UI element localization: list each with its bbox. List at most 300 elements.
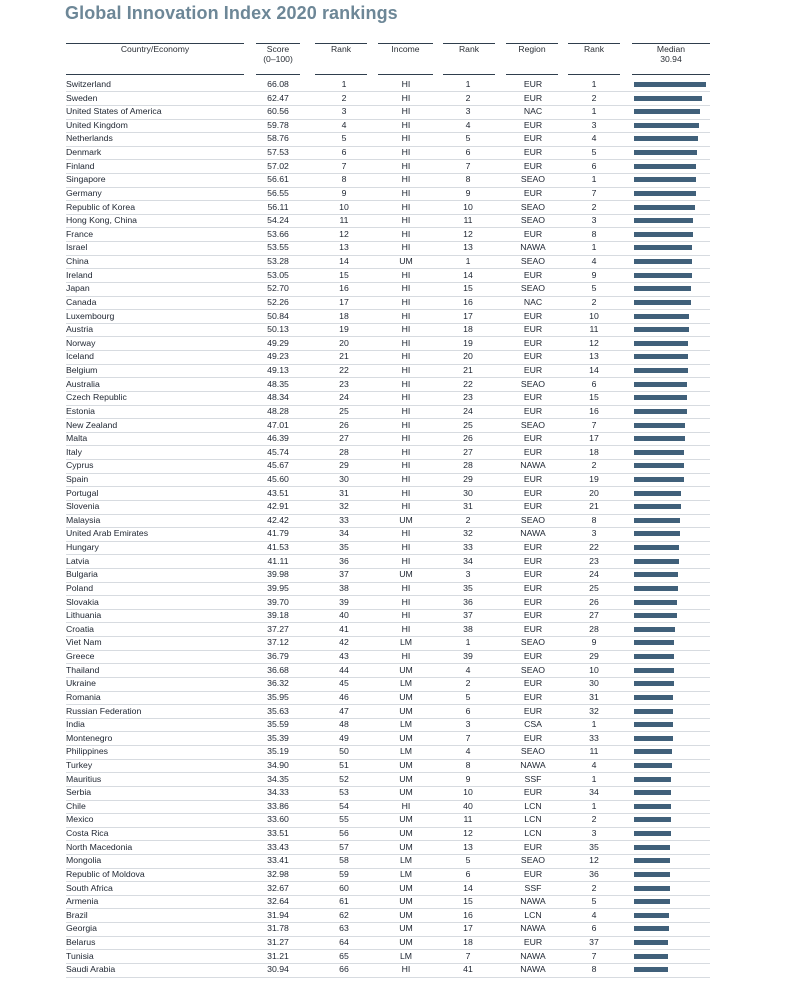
income-rank-cell: 2	[465, 678, 471, 689]
table-row	[0, 909, 793, 923]
score-cell: 47.01	[267, 419, 289, 430]
score-bar	[634, 368, 688, 373]
country-cell: Austria	[66, 324, 94, 335]
table-row	[0, 241, 793, 255]
score-bar	[634, 273, 692, 278]
table-row	[0, 759, 793, 773]
score-bar	[634, 681, 674, 686]
income-cell: HI	[401, 296, 411, 307]
income-cell: UM	[399, 664, 413, 675]
table-row	[0, 813, 793, 827]
region-rank-cell: 4	[591, 909, 597, 920]
header-underline-income	[378, 74, 433, 75]
table-row	[0, 773, 793, 787]
income-rank-cell: 6	[465, 705, 471, 716]
country-cell: Malaysia	[66, 514, 101, 525]
rank-cell: 39	[339, 596, 349, 607]
income-rank-cell: 39	[463, 651, 473, 662]
country-cell: Mauritius	[66, 773, 102, 784]
rank-cell: 29	[339, 460, 349, 471]
score-bar	[634, 831, 671, 836]
score-cell: 32.67	[267, 882, 289, 893]
region-rank-cell: 5	[591, 896, 597, 907]
income-rank-cell: 5	[465, 133, 471, 144]
score-cell: 35.19	[267, 746, 289, 757]
score-bar	[634, 913, 669, 918]
region-cell: EUR	[523, 310, 543, 321]
region-rank-cell: 8	[591, 228, 597, 239]
rank-cell: 55	[339, 814, 349, 825]
region-rank-cell: 12	[589, 337, 599, 348]
score-bar	[634, 872, 670, 877]
country-cell: Armenia	[66, 896, 99, 907]
table-row	[0, 555, 793, 569]
income-rank-cell: 33	[463, 542, 473, 553]
region-rank-cell: 2	[591, 201, 597, 212]
income-rank-cell: 31	[463, 501, 473, 512]
score-bar	[634, 409, 687, 414]
income-cell: UM	[399, 909, 413, 920]
rank-cell: 18	[339, 310, 349, 321]
country-cell: Bulgaria	[66, 569, 98, 580]
region-cell: EUR	[523, 691, 543, 702]
rank-cell: 36	[339, 555, 349, 566]
income-cell: HI	[401, 269, 411, 280]
region-rank-cell: 19	[589, 473, 599, 484]
region-cell: SEAO	[520, 855, 546, 866]
region-rank-cell: 2	[591, 92, 597, 103]
country-cell: Luxembourg	[66, 310, 115, 321]
rank-cell: 44	[339, 664, 349, 675]
score-bar	[634, 668, 674, 673]
rank-cell: 7	[341, 160, 347, 171]
score-bar	[634, 232, 693, 237]
income-rank-cell: 41	[463, 964, 473, 975]
header-income: Income	[391, 44, 420, 54]
table-row	[0, 296, 793, 310]
income-cell: HI	[401, 610, 411, 621]
country-cell: Philippines	[66, 746, 109, 757]
region-rank-cell: 8	[591, 514, 597, 525]
header-region: Region	[518, 44, 546, 54]
rank-cell: 32	[339, 501, 349, 512]
score-bar	[634, 354, 688, 359]
region-cell: SEAO	[520, 664, 546, 675]
income-cell: LM	[399, 950, 413, 961]
score-cell: 41.11	[267, 555, 289, 566]
income-rank-cell: 23	[463, 392, 473, 403]
income-rank-cell: 4	[465, 746, 471, 757]
country-cell: Ukraine	[66, 678, 96, 689]
income-rank-cell: 38	[463, 623, 473, 634]
table-row	[0, 160, 793, 174]
header-country: Country/Economy	[120, 44, 190, 54]
score-bar	[634, 109, 700, 114]
score-bar	[634, 926, 669, 931]
header-underline-score	[256, 74, 300, 75]
score-cell: 33.51	[267, 828, 289, 839]
score-cell: 35.95	[267, 691, 289, 702]
region-cell: NAWA	[520, 896, 546, 907]
table-row	[0, 432, 793, 446]
rank-cell: 46	[339, 691, 349, 702]
region-cell: LCN	[524, 800, 542, 811]
income-cell: HI	[401, 582, 411, 593]
country-cell: Belgium	[66, 365, 98, 376]
region-cell: NAWA	[520, 242, 546, 253]
score-cell: 35.39	[267, 732, 289, 743]
score-bar	[634, 627, 675, 632]
income-cell: HI	[401, 160, 411, 171]
region-rank-cell: 23	[589, 555, 599, 566]
income-cell: HI	[401, 133, 411, 144]
country-cell: Croatia	[66, 623, 95, 634]
score-bar	[634, 845, 670, 850]
table-row	[0, 446, 793, 460]
income-rank-cell: 18	[463, 324, 473, 335]
country-cell: Estonia	[66, 405, 95, 416]
rank-cell: 47	[339, 705, 349, 716]
rank-cell: 62	[339, 909, 349, 920]
country-cell: North Macedonia	[66, 841, 133, 852]
score-bar	[634, 695, 673, 700]
score-cell: 58.76	[267, 133, 289, 144]
rank-cell: 50	[339, 746, 349, 757]
region-rank-cell: 4	[591, 760, 597, 770]
rank-cell: 66	[339, 964, 349, 975]
region-cell: EUR	[523, 351, 543, 362]
header-underline-region-rank	[568, 74, 620, 75]
country-cell: United States of America	[66, 106, 162, 117]
score-cell: 41.79	[267, 528, 289, 539]
region-cell: SSF	[524, 773, 542, 784]
income-rank-cell: 8	[465, 174, 471, 185]
rank-cell: 41	[339, 623, 349, 634]
income-rank-cell: 14	[463, 269, 473, 280]
header-underline-rank	[315, 74, 367, 75]
country-cell: Greece	[66, 651, 95, 662]
region-rank-cell: 1	[591, 242, 597, 253]
income-cell: UM	[399, 787, 413, 798]
region-rank-cell: 5	[591, 147, 597, 158]
country-cell: Poland	[66, 582, 94, 593]
region-cell: EUR	[523, 160, 543, 171]
region-cell: EUR	[523, 569, 543, 580]
region-rank-cell: 9	[591, 269, 597, 280]
score-cell: 32.64	[267, 896, 289, 907]
region-cell: EUR	[523, 133, 543, 144]
income-cell: UM	[399, 882, 413, 893]
region-cell: NAC	[523, 106, 543, 117]
row-divider	[66, 977, 710, 978]
table-row	[0, 173, 793, 187]
region-rank-cell: 36	[589, 868, 599, 879]
income-rank-cell: 21	[463, 365, 473, 376]
region-cell: SEAO	[520, 378, 546, 389]
region-rank-cell: 27	[589, 610, 599, 621]
score-bar	[634, 886, 670, 891]
score-cell: 39.98	[267, 569, 289, 580]
income-rank-cell: 34	[463, 555, 473, 566]
table-row	[0, 487, 793, 501]
rank-cell: 63	[339, 923, 349, 934]
country-cell: Australia	[66, 378, 100, 389]
region-rank-cell: 6	[591, 378, 597, 389]
income-cell: HI	[401, 228, 411, 239]
region-rank-cell: 3	[591, 119, 597, 130]
income-cell: HI	[401, 651, 411, 662]
income-rank-cell: 10	[463, 201, 473, 212]
region-rank-cell: 4	[591, 133, 597, 144]
table-row	[0, 201, 793, 215]
country-cell: Viet Nam	[66, 637, 102, 648]
region-cell: EUR	[523, 501, 543, 512]
header-underline-income-rank	[443, 74, 495, 75]
country-cell: France	[66, 228, 94, 239]
region-cell: NAWA	[520, 760, 546, 770]
score-cell: 50.84	[267, 310, 289, 321]
income-rank-cell: 27	[463, 446, 473, 457]
income-rank-cell: 12	[463, 828, 473, 839]
region-cell: EUR	[523, 228, 543, 239]
rank-cell: 8	[341, 174, 347, 185]
score-bar	[634, 96, 702, 101]
table-row	[0, 132, 793, 146]
region-cell: EUR	[523, 732, 543, 743]
country-cell: Montenegro	[66, 732, 113, 743]
score-cell: 54.24	[267, 215, 289, 226]
table-row	[0, 337, 793, 351]
income-rank-cell: 24	[463, 405, 473, 416]
table-row	[0, 568, 793, 582]
income-cell: HI	[401, 460, 411, 471]
table-row	[0, 364, 793, 378]
score-cell: 43.51	[267, 487, 289, 498]
country-cell: Portugal	[66, 487, 99, 498]
region-cell: NAWA	[520, 460, 546, 471]
region-rank-cell: 1	[591, 719, 597, 730]
score-bar	[634, 763, 672, 768]
region-cell: SEAO	[520, 174, 546, 185]
score-bar	[634, 586, 678, 591]
table-row	[0, 78, 793, 92]
table-row	[0, 582, 793, 596]
score-cell: 30.94	[267, 964, 289, 975]
rank-cell: 56	[339, 828, 349, 839]
rank-cell: 64	[339, 937, 349, 948]
table-row	[0, 800, 793, 814]
region-cell: EUR	[523, 705, 543, 716]
score-bar	[634, 640, 674, 645]
header-income-rank: Rank	[458, 44, 480, 54]
income-rank-cell: 6	[465, 147, 471, 158]
score-cell: 34.90	[267, 760, 289, 770]
income-rank-cell: 9	[465, 187, 471, 198]
score-cell: 34.33	[267, 787, 289, 798]
table-row	[0, 882, 793, 896]
score-bar	[634, 572, 678, 577]
score-bar	[634, 136, 698, 141]
region-rank-cell: 1	[591, 773, 597, 784]
score-cell: 52.70	[267, 283, 289, 294]
income-rank-cell: 35	[463, 582, 473, 593]
region-cell: SEAO	[520, 215, 546, 226]
region-rank-cell: 16	[589, 405, 599, 416]
table-row	[0, 786, 793, 800]
income-cell: HI	[401, 501, 411, 512]
score-cell: 60.56	[267, 106, 289, 117]
rank-cell: 40	[339, 610, 349, 621]
score-cell: 57.53	[267, 147, 289, 158]
income-rank-cell: 16	[463, 909, 473, 920]
table-row	[0, 146, 793, 160]
header-median	[632, 44, 710, 64]
income-cell: HI	[401, 201, 411, 212]
region-rank-cell: 11	[589, 324, 599, 335]
region-rank-cell: 18	[589, 446, 599, 457]
region-rank-cell: 7	[591, 187, 597, 198]
country-cell: Tunisia	[66, 950, 94, 961]
score-cell: 49.23	[267, 351, 289, 362]
income-cell: UM	[399, 814, 413, 825]
table-row	[0, 105, 793, 119]
region-cell: SEAO	[520, 746, 546, 757]
income-cell: UM	[399, 841, 413, 852]
income-cell: HI	[401, 596, 411, 607]
income-rank-cell: 22	[463, 378, 473, 389]
score-cell: 33.41	[267, 855, 289, 866]
score-cell: 39.95	[267, 582, 289, 593]
score-cell: 33.43	[267, 841, 289, 852]
rank-cell: 5	[341, 133, 347, 144]
region-cell: EUR	[523, 678, 543, 689]
region-cell: SEAO	[520, 283, 546, 294]
rank-cell: 14	[339, 256, 349, 267]
country-cell: United Kingdom	[66, 119, 128, 130]
header-score-label: Score	[266, 44, 290, 54]
score-cell: 59.78	[267, 119, 289, 130]
score-bar	[634, 463, 684, 468]
score-cell: 35.63	[267, 705, 289, 716]
region-rank-cell: 3	[591, 828, 597, 839]
table-row	[0, 623, 793, 637]
income-cell: HI	[401, 215, 411, 226]
score-cell: 36.79	[267, 651, 289, 662]
country-cell: China	[66, 256, 89, 267]
page-title: Global Innovation Index 2020 rankings	[65, 3, 398, 23]
region-cell: LCN	[524, 814, 542, 825]
income-cell: HI	[401, 487, 411, 498]
income-rank-cell: 6	[465, 868, 471, 879]
region-cell: NAWA	[520, 950, 546, 961]
region-rank-cell: 15	[589, 392, 599, 403]
table-row	[0, 718, 793, 732]
income-cell: UM	[399, 732, 413, 743]
income-cell: UM	[399, 923, 413, 934]
rank-cell: 9	[341, 187, 347, 198]
country-cell: Serbia	[66, 787, 92, 798]
score-bar	[634, 259, 692, 264]
country-cell: Republic of Moldova	[66, 868, 145, 879]
region-cell: SEAO	[520, 514, 546, 525]
country-cell: Slovenia	[66, 501, 100, 512]
rank-cell: 24	[339, 392, 349, 403]
country-cell: Denmark	[66, 147, 102, 158]
table-row	[0, 282, 793, 296]
country-cell: Germany	[66, 187, 102, 198]
country-cell: Sweden	[66, 92, 98, 103]
income-cell: LM	[399, 746, 413, 757]
score-bar	[634, 858, 670, 863]
country-cell: Malta	[66, 433, 88, 444]
income-cell: UM	[399, 773, 413, 784]
country-cell: Brazil	[66, 909, 88, 920]
country-cell: Mongolia	[66, 855, 102, 866]
income-cell: HI	[401, 378, 411, 389]
income-rank-cell: 25	[463, 419, 473, 430]
income-cell: HI	[401, 187, 411, 198]
income-rank-cell: 19	[463, 337, 473, 348]
region-rank-cell: 20	[589, 487, 599, 498]
region-cell: NAWA	[520, 528, 546, 539]
score-bar	[634, 899, 670, 904]
country-cell: Hungary	[66, 542, 99, 553]
score-cell: 37.27	[267, 623, 289, 634]
score-bar	[634, 749, 672, 754]
country-cell: Japan	[66, 283, 90, 294]
income-cell: HI	[401, 92, 411, 103]
rank-cell: 19	[339, 324, 349, 335]
country-cell: Netherlands	[66, 133, 113, 144]
rank-cell: 33	[339, 514, 349, 525]
country-cell: Israel	[66, 242, 88, 253]
rank-cell: 30	[339, 473, 349, 484]
income-rank-cell: 3	[465, 719, 471, 730]
country-cell: India	[66, 719, 85, 730]
rank-cell: 65	[339, 950, 349, 961]
score-cell: 39.18	[267, 610, 289, 621]
rank-cell: 23	[339, 378, 349, 389]
rank-cell: 16	[339, 283, 349, 294]
region-rank-cell: 6	[591, 923, 597, 934]
rank-cell: 43	[339, 651, 349, 662]
header-underline-region	[506, 74, 558, 75]
score-cell: 31.94	[267, 909, 289, 920]
score-bar	[634, 504, 681, 509]
table-row	[0, 500, 793, 514]
region-rank-cell: 33	[589, 732, 599, 743]
income-rank-cell: 28	[463, 460, 473, 471]
region-cell: EUR	[523, 324, 543, 335]
region-cell: SEAO	[520, 419, 546, 430]
score-cell: 45.67	[267, 460, 289, 471]
table-row	[0, 228, 793, 242]
income-rank-cell: 13	[463, 242, 473, 253]
score-cell: 46.39	[267, 433, 289, 444]
region-rank-cell: 2	[591, 296, 597, 307]
table-row	[0, 936, 793, 950]
region-rank-cell: 10	[589, 664, 599, 675]
header-rank: Rank	[330, 44, 352, 54]
income-rank-cell: 9	[465, 773, 471, 784]
region-rank-cell: 13	[589, 351, 599, 362]
country-cell: Turkey	[66, 760, 93, 770]
income-cell: HI	[401, 365, 411, 376]
header-median-value: 30.94	[660, 54, 682, 64]
income-rank-cell: 8	[465, 760, 471, 770]
income-rank-cell: 18	[463, 937, 473, 948]
income-cell: UM	[399, 937, 413, 948]
